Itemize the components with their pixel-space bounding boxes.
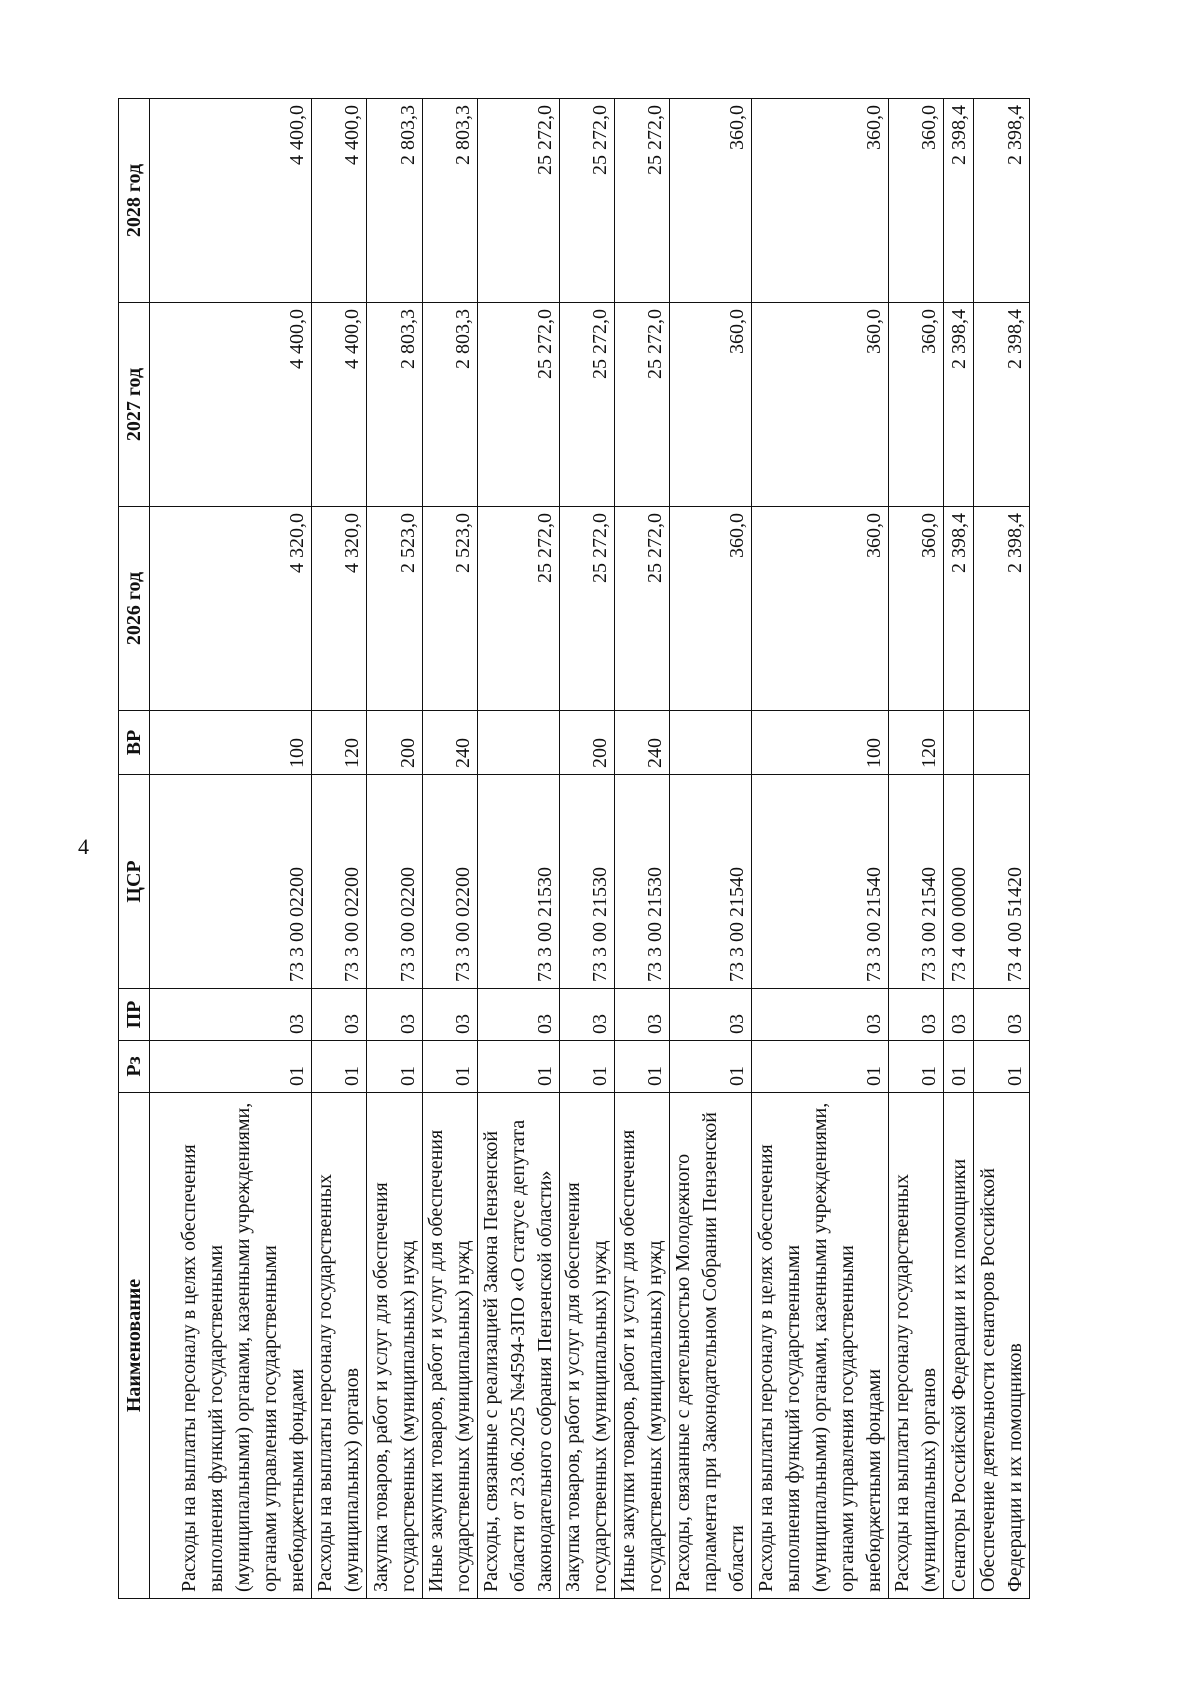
header-name: Наименование — [119, 1093, 150, 1599]
cell-2026: 25 272,0 — [615, 507, 670, 711]
cell-pr: 03 — [150, 989, 312, 1041]
cell-vr: 100 — [752, 711, 888, 775]
cell-vr: 240 — [422, 711, 477, 775]
budget-table — [118, 98, 1030, 1599]
cell-csr: 73 3 00 21540 — [670, 775, 752, 989]
page-number: 4 — [78, 834, 89, 859]
cell-2027: 2 398,4 — [943, 303, 973, 507]
cell-vr: 200 — [559, 711, 614, 775]
cell-name: Сенаторы Российской Федерации и их помощники — [943, 1093, 973, 1599]
cell-rz: 01 — [477, 1041, 559, 1093]
cell-name: Расходы на выплаты персоналу в целях обеспечения выполнения функций государственными (муниципальными) органами, казенными учреждениями, органами управления государственными внебюджетными фондами — [150, 1093, 312, 1599]
cell-name: Иные закупки товаров, работ и услуг для обеспечения государственных (муниципальных) нужд — [615, 1093, 670, 1599]
cell-pr: 03 — [422, 989, 477, 1041]
cell-2027: 25 272,0 — [477, 303, 559, 507]
cell-vr — [477, 711, 559, 775]
cell-2028: 360,0 — [670, 99, 752, 303]
cell-name: Обеспечение деятельности сенаторов Российской Федерации и их помощников — [973, 1093, 1029, 1599]
table-row — [752, 99, 888, 1599]
table-row — [973, 99, 1029, 1599]
cell-pr: 03 — [312, 989, 367, 1041]
cell-2028: 360,0 — [888, 99, 943, 303]
rotated-table-container — [118, 99, 1030, 1599]
cell-rz: 01 — [943, 1041, 973, 1093]
cell-vr: 120 — [312, 711, 367, 775]
table-row — [888, 99, 943, 1599]
table-row — [670, 99, 752, 1599]
cell-2026: 2 523,0 — [422, 507, 477, 711]
cell-vr — [943, 711, 973, 775]
cell-name: Расходы на выплаты персоналу в целях обеспечения выполнения функций государственными (муниципальными) органами, казенными учреждениями, органами управления государственными внебюджетными фондами — [752, 1093, 888, 1599]
cell-2027: 360,0 — [752, 303, 888, 507]
cell-csr: 73 3 00 21530 — [477, 775, 559, 989]
cell-2028: 4 400,0 — [312, 99, 367, 303]
cell-2028: 360,0 — [752, 99, 888, 303]
cell-rz: 01 — [752, 1041, 888, 1093]
cell-vr: 100 — [150, 711, 312, 775]
cell-csr: 73 3 00 21540 — [752, 775, 888, 989]
cell-name: Расходы, связанные с реализацией Закона Пензенской области от 23.06.2025 №4594-ЗПО «О статусе депутата Законодательного собрания Пензенской области» — [477, 1093, 559, 1599]
cell-2027: 25 272,0 — [615, 303, 670, 507]
cell-pr: 03 — [973, 989, 1029, 1041]
cell-2028: 2 398,4 — [943, 99, 973, 303]
cell-rz: 01 — [559, 1041, 614, 1093]
header-2027: 2027 год — [119, 303, 150, 507]
cell-2026: 2 398,4 — [973, 507, 1029, 711]
cell-rz: 01 — [422, 1041, 477, 1093]
cell-2026: 360,0 — [888, 507, 943, 711]
cell-2027: 25 272,0 — [559, 303, 614, 507]
cell-2028: 2 398,4 — [973, 99, 1029, 303]
cell-name: Закупка товаров, работ и услуг для обеспечения государственных (муниципальных) нужд — [367, 1093, 422, 1599]
cell-csr: 73 3 00 02200 — [150, 775, 312, 989]
table-row — [477, 99, 559, 1599]
cell-2027: 2 803,3 — [422, 303, 477, 507]
cell-rz: 01 — [150, 1041, 312, 1093]
cell-2027: 2 398,4 — [973, 303, 1029, 507]
cell-2026: 4 320,0 — [150, 507, 312, 711]
cell-2026: 2 523,0 — [367, 507, 422, 711]
cell-2028: 25 272,0 — [615, 99, 670, 303]
header-row — [119, 99, 150, 1599]
cell-pr: 03 — [888, 989, 943, 1041]
cell-vr: 240 — [615, 711, 670, 775]
cell-pr: 03 — [367, 989, 422, 1041]
cell-2027: 2 803,3 — [367, 303, 422, 507]
cell-rz: 01 — [888, 1041, 943, 1093]
cell-name: Иные закупки товаров, работ и услуг для обеспечения государственных (муниципальных) нужд — [422, 1093, 477, 1599]
cell-name: Закупка товаров, работ и услуг для обеспечения государственных (муниципальных) нужд — [559, 1093, 614, 1599]
cell-rz: 01 — [973, 1041, 1029, 1093]
cell-rz: 01 — [367, 1041, 422, 1093]
cell-2028: 25 272,0 — [559, 99, 614, 303]
cell-name: Расходы на выплаты персоналу государственных (муниципальных) органов — [888, 1093, 943, 1599]
cell-2027: 360,0 — [888, 303, 943, 507]
cell-2026: 2 398,4 — [943, 507, 973, 711]
cell-2027: 4 400,0 — [150, 303, 312, 507]
cell-rz: 01 — [670, 1041, 752, 1093]
cell-2028: 2 803,3 — [367, 99, 422, 303]
cell-2027: 4 400,0 — [312, 303, 367, 507]
cell-vr: 120 — [888, 711, 943, 775]
cell-csr: 73 4 00 51420 — [973, 775, 1029, 989]
table-row — [943, 99, 973, 1599]
table-row — [615, 99, 670, 1599]
table-row — [150, 99, 312, 1599]
cell-name: Расходы, связанные с деятельностью Молодежного парламента при Законодательном Собрании Пензенской области — [670, 1093, 752, 1599]
cell-rz: 01 — [312, 1041, 367, 1093]
table-row — [422, 99, 477, 1599]
cell-2026: 4 320,0 — [312, 507, 367, 711]
cell-csr: 73 3 00 02200 — [312, 775, 367, 989]
cell-2027: 360,0 — [670, 303, 752, 507]
cell-2026: 360,0 — [670, 507, 752, 711]
header-rz: Рз — [119, 1041, 150, 1093]
cell-2026: 25 272,0 — [477, 507, 559, 711]
table-row — [559, 99, 614, 1599]
cell-2026: 360,0 — [752, 507, 888, 711]
cell-2028: 4 400,0 — [150, 99, 312, 303]
cell-2028: 25 272,0 — [477, 99, 559, 303]
header-2028: 2028 год — [119, 99, 150, 303]
header-vr: ВР — [119, 711, 150, 775]
cell-pr: 03 — [752, 989, 888, 1041]
cell-pr: 03 — [477, 989, 559, 1041]
header-2026: 2026 год — [119, 507, 150, 711]
table-row — [367, 99, 422, 1599]
cell-2026: 25 272,0 — [559, 507, 614, 711]
cell-pr: 03 — [943, 989, 973, 1041]
cell-pr: 03 — [559, 989, 614, 1041]
cell-vr — [670, 711, 752, 775]
cell-csr: 73 3 00 02200 — [422, 775, 477, 989]
cell-csr: 73 3 00 02200 — [367, 775, 422, 989]
cell-name: Расходы на выплаты персоналу государственных (муниципальных) органов — [312, 1093, 367, 1599]
header-csr: ЦСР — [119, 775, 150, 989]
cell-csr: 73 4 00 00000 — [943, 775, 973, 989]
header-pr: ПР — [119, 989, 150, 1041]
cell-csr: 73 3 00 21530 — [559, 775, 614, 989]
cell-2028: 2 803,3 — [422, 99, 477, 303]
cell-rz: 01 — [615, 1041, 670, 1093]
cell-csr: 73 3 00 21540 — [888, 775, 943, 989]
table-row — [312, 99, 367, 1599]
cell-vr — [973, 711, 1029, 775]
cell-pr: 03 — [615, 989, 670, 1041]
cell-vr: 200 — [367, 711, 422, 775]
cell-pr: 03 — [670, 989, 752, 1041]
cell-csr: 73 3 00 21530 — [615, 775, 670, 989]
